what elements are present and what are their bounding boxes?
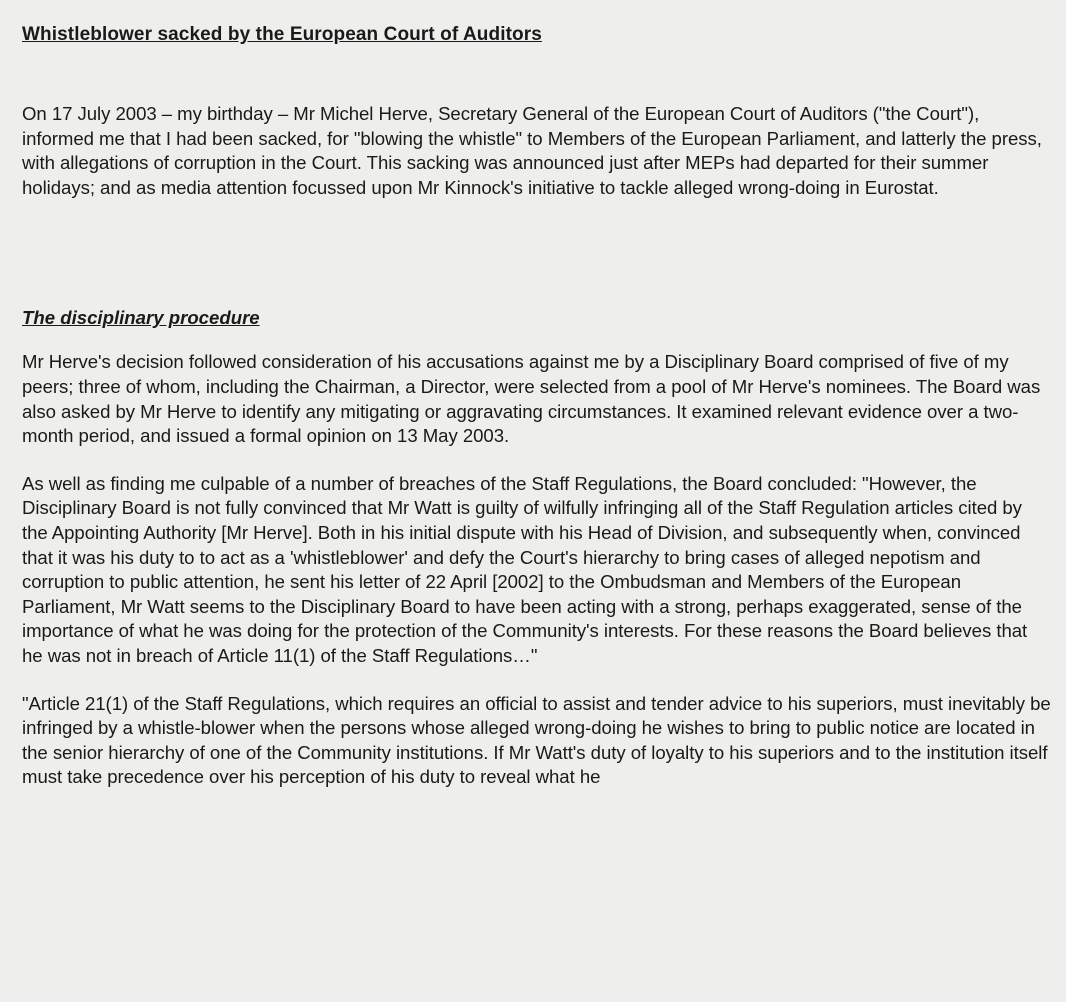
paragraph-board-decision: Mr Herve's decision followed consideration of his accusations against me by a Disciplinary Board comprised of five of my peers; three of whom, including the Chairman, a Director, were selected from a pool of Mr Herve's nominees. The Board was also asked by Mr Herve to identify any mitigating or aggravating circumstances. It examined relevant evidence over a two-month period, and issued a formal opinion on 13 May 2003. — [22, 351, 1041, 447]
paragraph-board-conclusion: As well as finding me culpable of a number of breaches of the Staff Regulations, the Board concluded: "However, the Disciplinary Board is not fully convinced that Mr Watt is guilty of wilfully infringing all of the Staff Regulation articles cited by the Appointing Authority [Mr Herve]. Both in his initial dispute with his Head of Division, and subsequently when, convinced that it was his duty to to act as a 'whistleblower' and defy the Court's hierarchy to bring cases of alleged nepotism and corruption to public attention, he sent his letter of 22 April [2002] to the Ombudsman and Members of the European Parliament, Mr Watt seems to the Disciplinary Board to have been acting with a strong, perhaps exaggerated, sense of the importance of what he was doing for the protection of the Community's interests. For these reasons the Board believes that he was not in breach of Article 11(1) of the Staff Regulations…" — [22, 472, 1028, 666]
document-title: Whistleblower sacked by the European Court of Auditors — [22, 24, 542, 45]
intro-paragraph: On 17 July 2003 – my birthday – Mr Michel Herve, Secretary General of the European Court of Auditors ("the Court"), informed me that I had been sacked, for "blowing the whistle" to Members of the European Parliament, and latterly the press, with allegations of corruption in the Court. This sacking was announced just after MEPs had departed for their summer holidays; and as media attention focussed upon Mr Kinnock's initiative to tackle alleged wrong-doing in Eurostat. — [22, 103, 1042, 198]
paragraph-article-21: "Article 21(1) of the Staff Regulations, which requires an official to assist and tender advice to his superiors, must inevitably be infringed by a whistle-blower when the persons whose alleged wrong-doing he wishes to bring to public notice are located in the senior hierarchy of one of the Community institutions. If Mr Watt's duty of loyalty to his superiors and to the institution itself must take precedence over his perception of his duty to reveal what he — [22, 692, 1051, 788]
section-heading: The disciplinary procedure — [22, 307, 260, 329]
